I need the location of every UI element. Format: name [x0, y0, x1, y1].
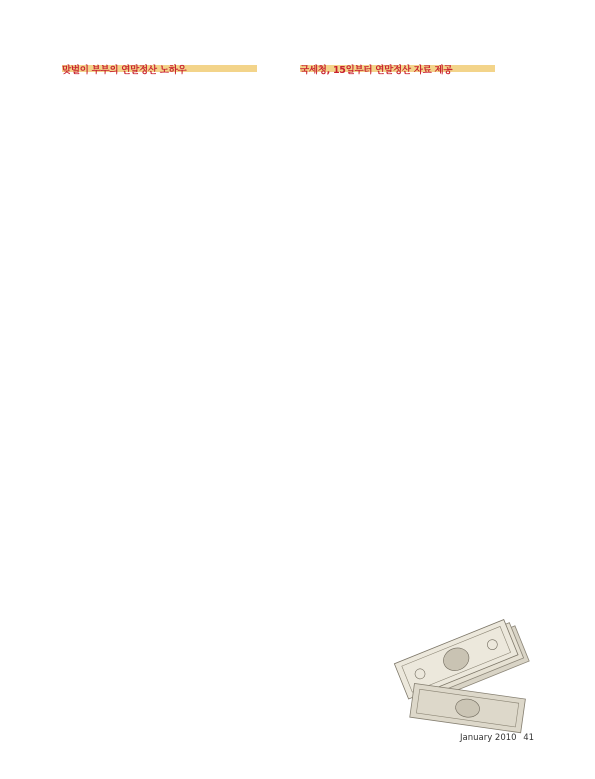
- section-heading-text: 국세청, 15일부터 연말정산 자료 제공: [300, 65, 453, 76]
- left-column: [62, 44, 297, 80]
- page-footer: [460, 733, 534, 743]
- issue-date: January 2010: [460, 733, 517, 743]
- right-column: [300, 44, 535, 80]
- section-heading-text: 맞벌이 부부의 연말정산 노하우: [62, 65, 187, 76]
- banknote-stack-image: [392, 595, 542, 745]
- page-number: 41: [523, 733, 535, 743]
- section-heading-nts: [300, 58, 535, 74]
- section-heading-couples: [62, 58, 297, 74]
